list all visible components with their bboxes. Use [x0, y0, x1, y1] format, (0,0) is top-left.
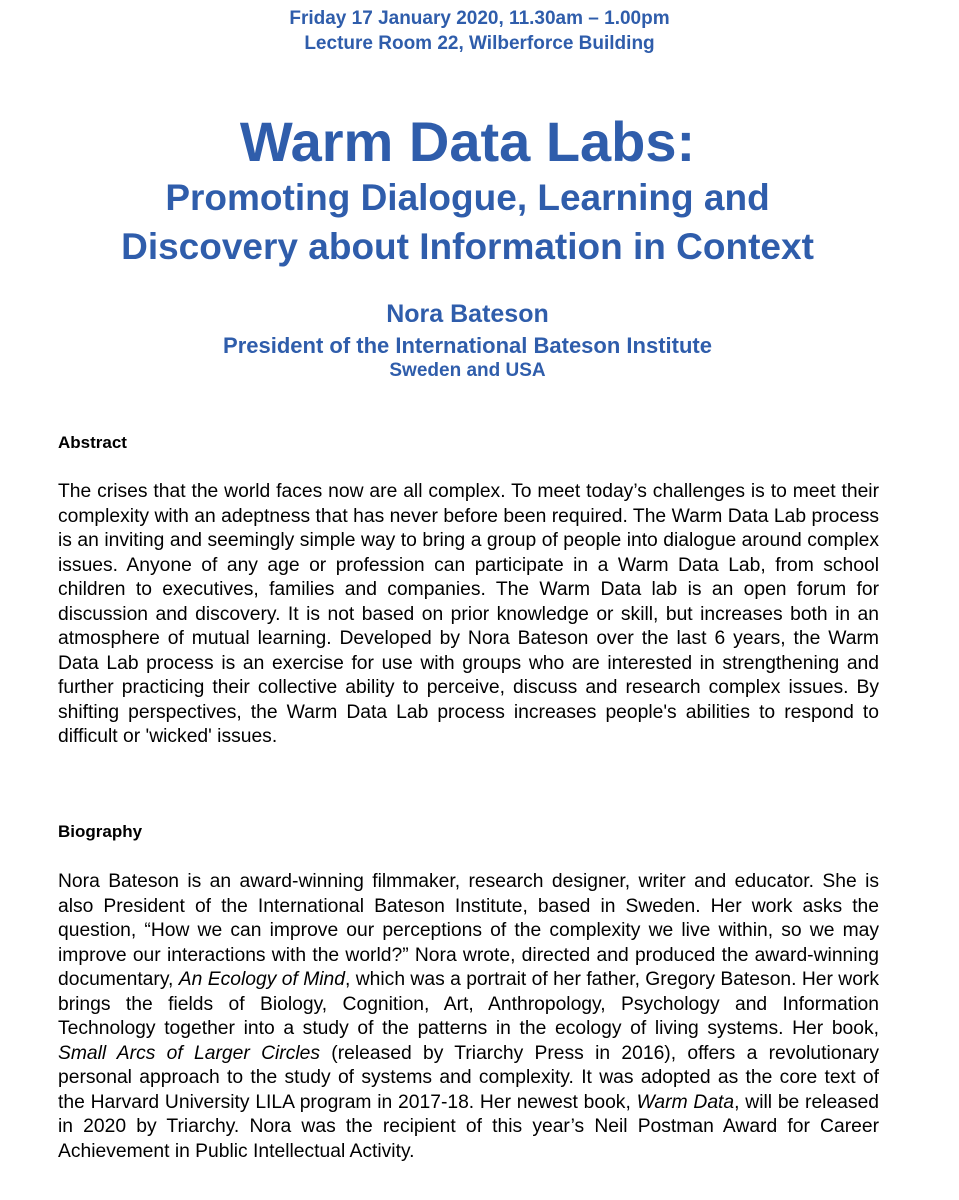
subtitle-line-2: Discovery about Information in Context [121, 226, 814, 267]
biography-text-part-4: , will be released in 2020 by Triarchy. Nora was the recipient of this year’s Neil Postman Award for Career Achievement in Public Intellectual Activity. [58, 1091, 879, 1162]
event-date-time: Friday 17 January 2020, 11.30am – 1.00pm [289, 8, 670, 29]
biography-paragraph [58, 870, 879, 1164]
biography-text-part-2: , which was a portrait of her father, Gregory Bateson. Her work brings the fields of Biology, Cognition, Art, Anthropology, Psychology and Information Technology together into a study of the patterns in the ecology of living systems. Her book, [58, 969, 880, 1039]
biography-text-part-1: Nora Bateson is an award-winning filmmaker, research designer, writer and educator. She is also President of the International Bateson Institute, based in Sweden. Her work asks the question, “How we can improve our perceptions of the complexity we live within, so we may improve our interactions with the world?” Nora wrote, directed and produced the award-winning documentary, [58, 871, 879, 990]
event-venue: Lecture Room 22, Wilberforce Building [304, 33, 655, 54]
speaker-role: President of the International Bateson Institute [223, 333, 712, 358]
subtitle-line-1: Promoting Dialogue, Learning and [165, 177, 770, 218]
book-title-1: Small Arcs of Larger Circles [58, 1042, 320, 1064]
page-title: Warm Data Labs: [239, 110, 696, 173]
speaker-name: Nora Bateson [386, 300, 549, 328]
abstract-heading: Abstract [58, 433, 127, 452]
book-title-2: Warm Data [636, 1091, 735, 1113]
biography-text-part-3: (released by Triarchy Press in 2016), offers a revolutionary personal approach to the study of systems and complexity. It was adopted as the core text of the Harvard University LILA program in 2017-18. Her newest book, [58, 1042, 879, 1113]
abstract-paragraph: The crises that the world faces now are all complex. To meet today’s challenges is to meet their complexity with an adeptness that has never before been required. The Warm Data Lab process is an inviting and seemingly simple way to bring a group of people into dialogue around complex issues. Anyone of any age or profession can participate in a Warm Data Lab, from school children to executives, families and companies. The Warm Data lab is an open forum for discussion and discovery. It is not based on prior knowledge or skill, but increases both in an atmosphere of mutual learning. Developed by Nora Bateson over the last 6 years, the Warm Data Lab process is an exercise for use with groups who are interested in strengthening and further practicing their collective ability to perceive, discuss and research complex issues. By shifting perspectives, the Warm Data Lab process increases people's abilities to respond to difficult or 'wicked' issues. [58, 481, 879, 747]
biography-heading: Biography [58, 822, 143, 841]
speaker-location: Sweden and USA [389, 360, 546, 381]
film-title: An Ecology of Mind [178, 969, 345, 990]
